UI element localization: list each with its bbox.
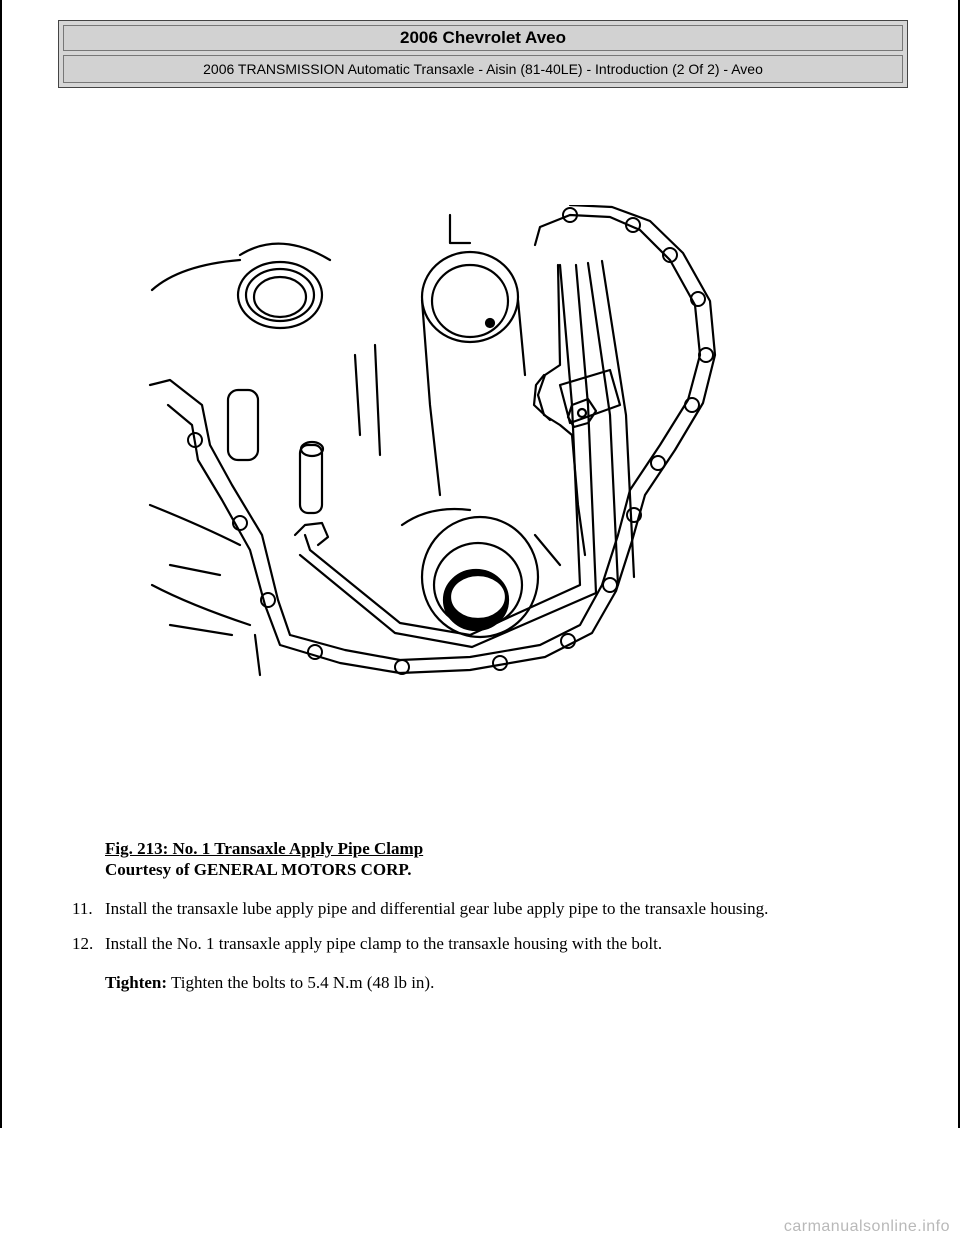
tighten-label: Tighten: bbox=[105, 973, 168, 992]
step-number: 12. bbox=[72, 934, 94, 953]
header-subtitle: 2006 TRANSMISSION Automatic Transaxle - Aisin (81-40LE) - Introduction (2 Of 2) - Aveo bbox=[63, 55, 903, 83]
document-header bbox=[58, 20, 908, 88]
tighten-spec bbox=[105, 973, 434, 993]
watermark: carmanualsonline.info bbox=[783, 1218, 950, 1235]
page-bottom bbox=[0, 1128, 960, 1242]
transaxle-illustration bbox=[140, 205, 740, 835]
step-number: 11. bbox=[72, 899, 93, 918]
step-item bbox=[72, 933, 912, 954]
figure-title: Fig. 213: No. 1 Transaxle Apply Pipe Clamp bbox=[105, 839, 424, 858]
step-text: Install the No. 1 transaxle apply pipe clamp to the transaxle housing with the bolt. bbox=[105, 934, 663, 953]
procedure-steps bbox=[72, 898, 912, 968]
figure-credit: Courtesy of GENERAL MOTORS CORP. bbox=[105, 860, 412, 879]
tighten-text: Tighten the bolts to 5.4 N.m (48 lb in). bbox=[167, 973, 435, 992]
figure-caption bbox=[105, 838, 423, 880]
step-item bbox=[72, 898, 912, 919]
header-title: 2006 Chevrolet Aveo bbox=[63, 25, 903, 51]
step-text: Install the transaxle lube apply pipe and differential gear lube apply pipe to the transaxle housing. bbox=[105, 899, 769, 918]
